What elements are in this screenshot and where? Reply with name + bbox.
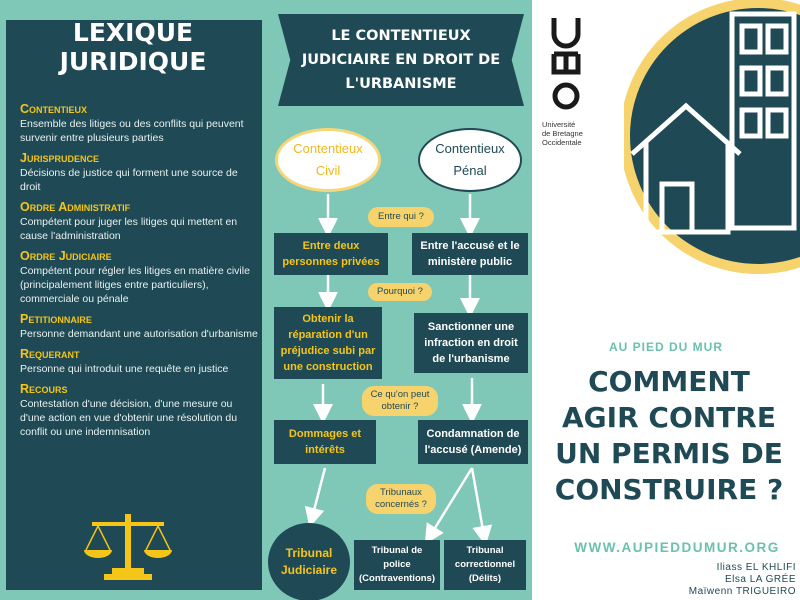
- lexique-item: [20, 150, 260, 194]
- lexique-title-line1: LEXIQUE: [72, 18, 194, 47]
- lexique-term: Jurisprudence: [20, 151, 99, 165]
- lexique-term: Recours: [20, 382, 68, 396]
- civil-why-box: Obtenir la réparation d'un préjudice subi par une construction: [274, 307, 382, 379]
- lexique-item: [20, 346, 260, 376]
- lexique-definition: Décisions de justice qui forment une source de droit: [20, 167, 238, 193]
- lexique-list: [20, 101, 260, 444]
- question-pill-what: [362, 386, 438, 416]
- penal-line2: Pénal: [453, 163, 487, 178]
- ubo-university-name: [542, 120, 622, 147]
- building-icon: [624, 0, 800, 276]
- question-tribunals-text: [375, 487, 427, 511]
- civil-what-box: Dommages et intérêts: [274, 420, 376, 464]
- question-pill-who: Entre qui ?: [368, 207, 434, 227]
- tribunal-judiciaire-line1: Tribunal: [285, 546, 333, 560]
- lexique-definition: Contestation d'une décision, d'une mesure ou d'une action en vue d'obtenir une résolution du conflit ou une indemnisation: [20, 398, 238, 438]
- headline-line2: AGIR CONTRE: [562, 401, 776, 434]
- top-band: [0, 0, 268, 20]
- author-1: Iliass EL KHLIFI: [716, 562, 796, 573]
- tribunal-correctionnel-line3: (Délits): [468, 573, 502, 584]
- penal-who-box: Entre l'accusé et le ministère public: [412, 233, 528, 275]
- civil-who-box: Entre deux personnes privées: [274, 233, 388, 275]
- contentieux-penal-label: [435, 138, 504, 182]
- lexique-item: [20, 248, 260, 306]
- question-what-line1: Ce qu'on peut: [370, 389, 430, 400]
- lexique-panel: [0, 0, 268, 600]
- lexique-title: [8, 18, 258, 76]
- civil-line1: Contentieux: [293, 141, 363, 156]
- authors: [572, 562, 796, 598]
- headline-line4: CONSTRUIRE ?: [554, 473, 784, 506]
- lexique-item: [20, 101, 260, 145]
- lexique-term: Requerant: [20, 347, 80, 361]
- question-pill-why: Pourquoi ?: [368, 283, 432, 301]
- question-what-line2: obtenir ?: [381, 401, 419, 412]
- tribunal-correctionnel-line2: correctionnel: [454, 559, 516, 570]
- author-3: Maïwenn TRIGUEIRO: [688, 586, 796, 597]
- penal-why-box: Sanctionner une infraction en droit de l'urbanisme: [414, 313, 528, 373]
- lexique-item: [20, 381, 260, 439]
- website-link[interactable]: WWW.AUPIEDDUMUR.ORG: [574, 540, 780, 555]
- tribunal-judiciaire-label: [281, 545, 337, 579]
- tribunal-police-box: Tribunal de police (Contraventions): [354, 540, 440, 590]
- ubo-line2: de Bretagne: [542, 129, 583, 138]
- penal-what-box: Condamnation de l'accusé (Amende): [418, 420, 528, 464]
- question-what-text: [371, 389, 430, 413]
- tribunal-correctionnel-line1: Tribunal: [466, 545, 504, 556]
- flowchart-title-line1: LE CONTENTIEUX: [331, 28, 471, 44]
- flowchart-title-line3: L'URBANISME: [345, 76, 457, 92]
- civil-line2: Civil: [315, 163, 341, 178]
- ubo-logo-icon: [550, 14, 582, 114]
- tribunal-correctionnel-box: [444, 540, 526, 590]
- penal-line1: Contentieux: [435, 141, 505, 156]
- lexique-item: [20, 311, 260, 341]
- question-pill-tribunals: [366, 484, 436, 514]
- tribunal-judiciaire-circle: [268, 523, 350, 600]
- ubo-line3: Occidentale: [542, 138, 582, 147]
- main-headline: [552, 364, 786, 508]
- lexique-definition: Compétent pour régler les litiges en matière civile (principalement litiges entre particuliers), commerciale ou pénale: [20, 265, 250, 305]
- contentieux-penal-oval: [418, 128, 522, 192]
- lexique-definition: Personne demandant une autorisation d'urbanisme: [20, 328, 258, 340]
- lexique-term: Ordre Judiciaire: [20, 249, 112, 263]
- lexique-term: Petitionnaire: [20, 312, 92, 326]
- author-2: Elsa LA GRÉE: [724, 574, 796, 585]
- bottom-band: [0, 590, 268, 600]
- question-tribunals-line2: concernés ?: [375, 499, 427, 510]
- flowchart-title-line2: JUDICIAIRE EN DROIT DE: [301, 52, 501, 68]
- lexique-item: [20, 199, 260, 243]
- lexique-term: Ordre Administratif: [20, 200, 131, 214]
- tribunal-judiciaire-line2: Judiciaire: [280, 563, 338, 577]
- headline-line3: UN PERMIS DE: [555, 437, 783, 470]
- flowchart-panel: [268, 0, 532, 600]
- question-tribunals-line1: Tribunaux: [380, 487, 422, 498]
- tagline: AU PIED DU MUR: [608, 340, 723, 354]
- tribunal-correctionnel-label: [455, 544, 515, 586]
- lexique-definition: Ensemble des litiges ou des conflits qui peuvent survenir entre plusieurs parties: [20, 118, 244, 144]
- cover-panel: [532, 0, 800, 600]
- lexique-definition: Compétent pour juger les litiges qui mettent en cause l'administration: [20, 216, 238, 242]
- lexique-title-line2: JURIDIQUE: [59, 47, 207, 76]
- contentieux-civil-label: [293, 138, 362, 182]
- scale-of-justice-icon: [82, 510, 174, 582]
- ubo-line1: Université: [542, 120, 576, 129]
- contentieux-civil-oval: [275, 128, 381, 192]
- headline-line1: COMMENT: [588, 365, 750, 398]
- lexique-term: Contentieux: [20, 102, 88, 116]
- lexique-definition: Personne qui introduit une requête en justice: [20, 363, 229, 375]
